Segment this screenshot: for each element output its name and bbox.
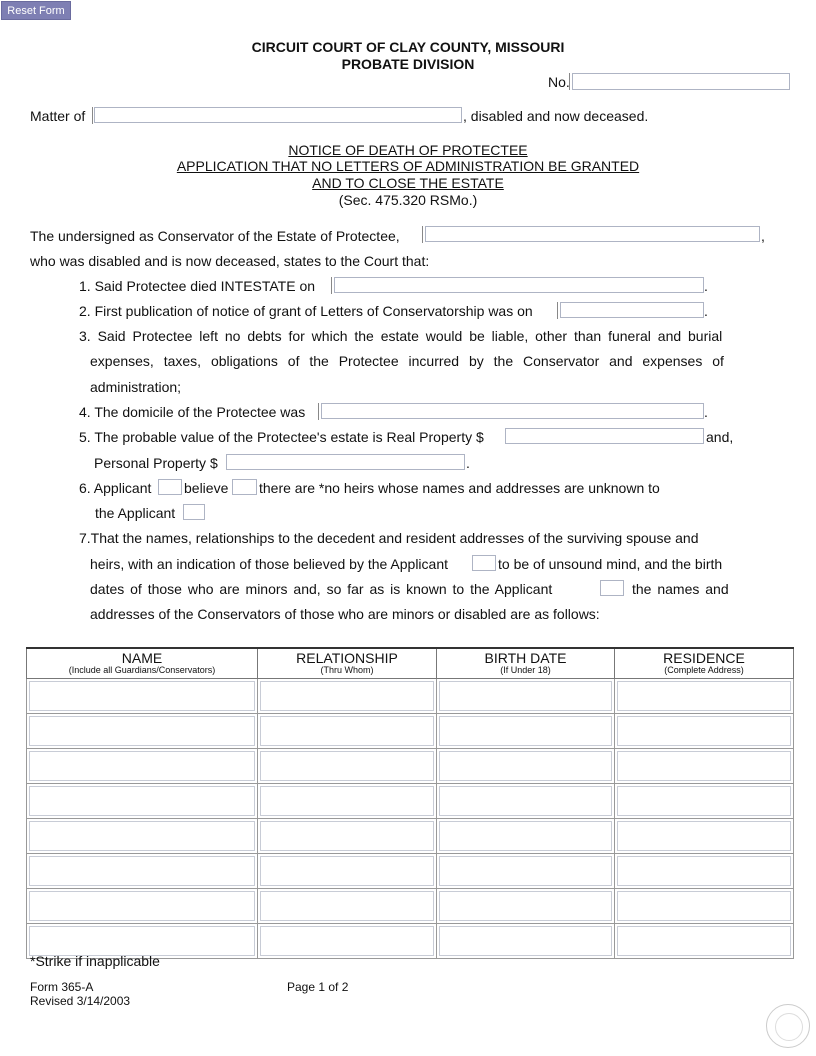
table-cell [27,679,258,714]
relationship-input[interactable] [260,751,434,781]
item-6-applicant: 6. Applicant [79,480,152,496]
table-cell [437,924,615,959]
strike-note: *Strike if inapplicable [30,953,160,969]
field-tick [557,302,558,319]
table-row [27,889,794,924]
header-main: NAME [121,650,163,666]
period: . [704,278,708,294]
table-cell [437,714,615,749]
item-1-text: 1. Said Protectee died INTESTATE on [79,278,316,294]
protectee-name-field[interactable] [425,226,760,242]
name-input[interactable] [29,891,255,921]
field-tick [318,403,319,420]
residence-input[interactable] [617,926,791,956]
heirs-table [26,647,794,959]
table-cell [437,679,615,714]
statute-reference: (Sec. 475.320 RSMo.) [338,192,478,208]
field-tick [569,73,570,90]
table-cell [258,784,437,819]
court-name: CIRCUIT COURT OF CLAY COUNTY, MISSOURI [251,39,565,55]
residence-input[interactable] [617,786,791,816]
relationship-input[interactable] [260,716,434,746]
table-cell [258,679,437,714]
relationship-input[interactable] [260,681,434,711]
birth-date-input[interactable] [439,681,612,711]
field-tick [331,277,332,294]
page-number: Page 1 of 2 [287,980,349,994]
intro-comma: , [761,228,765,244]
heirs-table-header [27,648,794,679]
case-number-label: No. [548,74,570,90]
item-5-and: and, [706,429,734,445]
applicant-suffix-field[interactable] [158,479,182,495]
applicant-suffix-field-2[interactable] [183,504,205,520]
table-cell [615,924,794,959]
table-row [27,749,794,784]
table-cell [437,889,615,924]
matter-suffix: , disabled and now deceased. [463,108,649,124]
domicile-field[interactable] [321,403,704,419]
believe-suffix-field[interactable] [232,479,257,495]
residence-input[interactable] [617,856,791,886]
column-header-relationship [258,648,437,679]
table-cell [27,714,258,749]
item-3-line-2: expenses, taxes, obligations of the Protectee incurred by the Conservator and expenses of [90,353,724,369]
name-input[interactable] [29,681,255,711]
table-cell [437,819,615,854]
header-main: RESIDENCE [663,650,745,666]
birth-date-input[interactable] [439,891,612,921]
table-cell [615,854,794,889]
name-input[interactable] [29,926,255,956]
table-cell [27,784,258,819]
table-row [27,784,794,819]
table-cell [258,749,437,784]
applicant-suffix-field-4[interactable] [600,580,624,596]
revised-date: Revised 3/14/2003 [30,994,131,1008]
intro-line-1: The undersigned as Conservator of the Estate of Protectee, [30,228,400,244]
reset-form-button[interactable]: Reset Form [1,1,71,20]
name-input[interactable] [29,856,255,886]
table-row [27,854,794,889]
name-input[interactable] [29,751,255,781]
title-line-3: AND TO CLOSE THE ESTATE [312,175,504,191]
header-sub: (Include all Guardians/Conservators) [68,665,216,675]
table-cell [615,714,794,749]
birth-date-input[interactable] [439,926,612,956]
item-3-line-1: 3. Said Protectee left no debts for which the estate would be liable, other than funeral and burial [79,328,723,344]
date-of-death-field[interactable] [334,277,704,293]
table-cell [615,819,794,854]
item-3-line-3: administration; [90,379,182,395]
table-cell [437,784,615,819]
item-2-text: 2. First publication of notice of grant of Letters of Conservatorship was on [79,303,533,319]
title-line-1: NOTICE OF DEATH OF PROTECTEE [288,142,528,158]
header-main: BIRTH DATE [484,650,567,666]
header-main: RELATIONSHIP [296,650,398,666]
table-row [27,714,794,749]
field-tick [422,226,423,243]
residence-input[interactable] [617,716,791,746]
birth-date-input[interactable] [439,821,612,851]
table-cell [27,854,258,889]
period: . [704,404,708,420]
birth-date-input[interactable] [439,856,612,886]
table-cell [258,924,437,959]
relationship-input[interactable] [260,856,434,886]
header-sub: (Thru Whom) [320,665,374,675]
court-seal-icon [766,1004,810,1048]
intro-line-2: who was disabled and is now deceased, states to the Court that: [30,253,430,269]
name-input[interactable] [29,821,255,851]
relationship-input[interactable] [260,926,434,956]
column-header-name [27,648,258,679]
personal-property-label: Personal Property $ [94,455,218,471]
table-cell [27,819,258,854]
table-cell [258,889,437,924]
column-header-birth-date [437,648,615,679]
table-cell [27,749,258,784]
name-input[interactable] [29,716,255,746]
item-7-line-3a: dates of those who are minors and, so far as is known to the Applicant [90,581,553,597]
relationship-input[interactable] [260,821,434,851]
header-sub: (Complete Address) [664,665,744,675]
matter-name-field[interactable] [94,107,462,123]
residence-input[interactable] [617,821,791,851]
division-name: PROBATE DIVISION [341,56,475,72]
personal-property-field[interactable] [226,454,465,470]
item-7-line-3b: the names and [632,581,729,597]
item-7-line-1: 7.That the names, relationships to the decedent and resident addresses of the surviving spouse and [79,530,699,546]
table-cell [615,889,794,924]
table-cell [258,854,437,889]
real-property-field[interactable] [505,428,704,444]
name-input[interactable] [29,786,255,816]
applicant-suffix-field-3[interactable] [472,555,496,571]
table-cell [27,889,258,924]
table-cell [437,749,615,784]
table-cell [437,854,615,889]
residence-input[interactable] [617,891,791,921]
case-number-field[interactable] [572,73,790,90]
item-6-the-applicant: the Applicant [95,505,176,521]
birth-date-input[interactable] [439,716,612,746]
table-cell [258,714,437,749]
period: . [704,303,708,319]
relationship-input[interactable] [260,891,434,921]
table-cell [258,819,437,854]
item-4-text: 4. The domicile of the Protectee was [79,404,306,420]
item-6-text: there are *no heirs whose names and addresses are unknown to [259,480,660,496]
item-7-line-4: addresses of the Conservators of those who are minors or disabled are as follows: [90,606,600,622]
item-6-believe: believe [184,480,229,496]
period: . [466,455,470,471]
table-cell [615,679,794,714]
table-cell [615,784,794,819]
residence-input[interactable] [617,681,791,711]
item-7-line-2b: to be of unsound mind, and the birth [498,556,723,572]
birth-date-input[interactable] [439,786,612,816]
item-5-text: 5. The probable value of the Protectee's estate is Real Property $ [79,429,484,445]
table-row [27,819,794,854]
title-line-2: APPLICATION THAT NO LETTERS OF ADMINISTRATION BE GRANTED [176,158,640,174]
residence-input[interactable] [617,751,791,781]
header-sub: (If Under 18) [500,665,551,675]
relationship-input[interactable] [260,786,434,816]
table-row [27,679,794,714]
birth-date-input[interactable] [439,751,612,781]
table-cell [615,749,794,784]
field-tick [92,107,93,124]
item-7-line-2a: heirs, with an indication of those believed by the Applicant [90,556,449,572]
form-number: Form 365-A [30,980,94,994]
publication-date-field[interactable] [560,302,704,318]
column-header-residence [615,648,794,679]
matter-label: Matter of [30,108,86,124]
